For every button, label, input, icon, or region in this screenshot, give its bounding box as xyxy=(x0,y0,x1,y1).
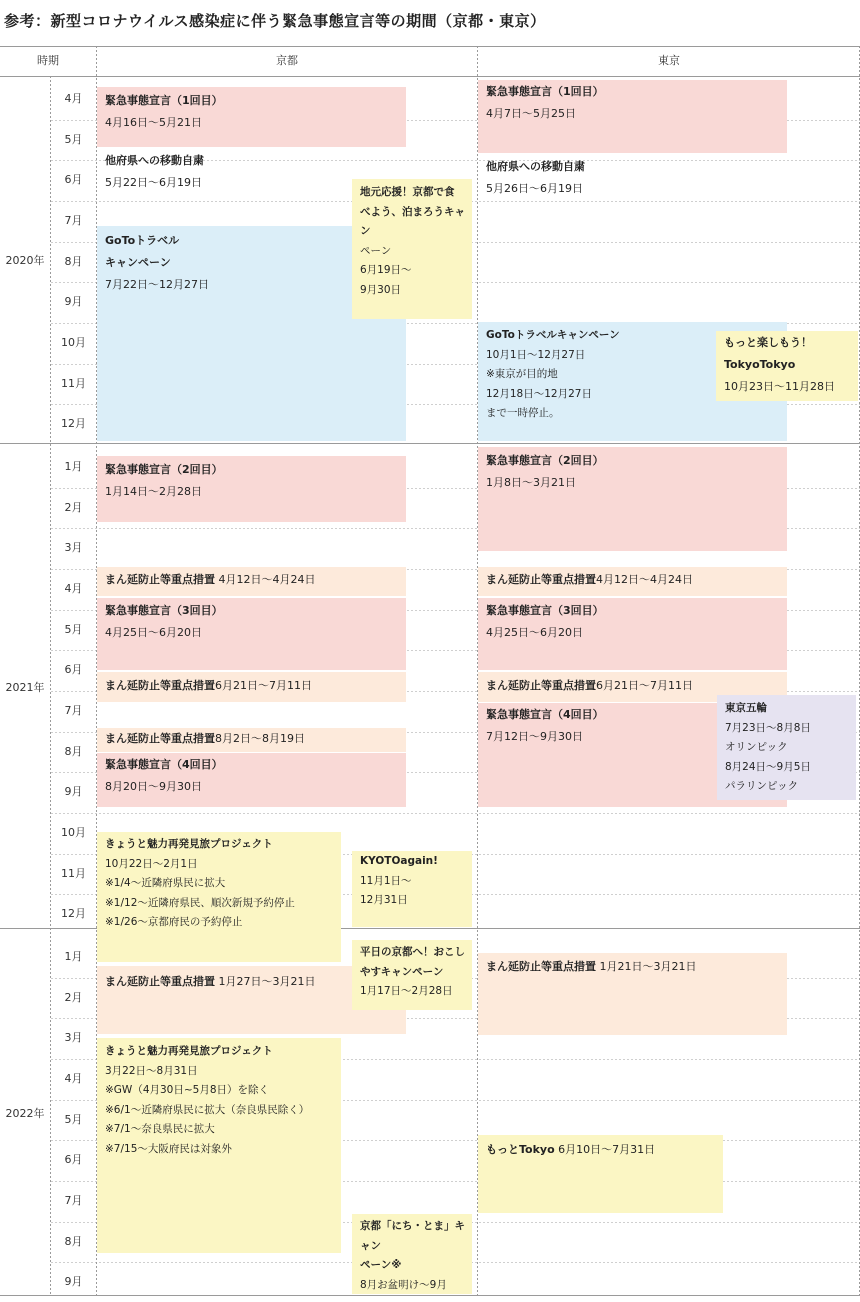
kyoto-goto-dates: 7月22日～12月27日 xyxy=(105,278,209,291)
kyoto-mb1-title: まん延防止等重点措置 xyxy=(105,573,215,586)
kyoto-se1-title: 緊急事態宣言（1回目） xyxy=(105,94,223,107)
tokyo-se3-title: 緊急事態宣言（3回目） xyxy=(486,604,604,617)
tokyo-olympics-title: 東京五輪 xyxy=(725,702,767,714)
kyoto-heijitsu-campaign xyxy=(352,940,472,1010)
kyoto-local-title3: ペーン xyxy=(360,244,392,257)
tokyo-mb2-title: まん延防止等重点措置 xyxy=(486,679,596,692)
tokyo-priority-1 xyxy=(478,567,787,596)
kyoto-emergency-2 xyxy=(97,456,406,522)
month-label: 9月 xyxy=(64,295,83,308)
month-label: 7月 xyxy=(64,704,83,717)
tokyo-restraint-title: 他府県への移動自粛 xyxy=(486,160,585,173)
kyoto-local-title2: べよう、泊まろうキャン xyxy=(360,205,465,237)
year-2020: 2020年 xyxy=(5,254,45,267)
kyoto-nichitoma-title2: ペーン※ xyxy=(360,1259,402,1271)
kyoto-miryoku2-title: きょうと魅力再発見旅プロジェクト xyxy=(105,1045,273,1057)
tokyo-tanoshimou-title1: もっと楽しもう！ xyxy=(724,336,812,349)
kyoto-nichitoma-campaign xyxy=(352,1214,472,1294)
tokyo-olympics-l2: オリンピック xyxy=(725,741,788,753)
kyoto-miryoku-project-1 xyxy=(97,832,341,962)
header-tokyo: 東京 xyxy=(658,54,680,67)
month-label: 2月 xyxy=(64,991,83,1004)
kyoto-miryoku1-l1: 10月22日～2月1日 xyxy=(105,857,198,870)
month-label: 4月 xyxy=(64,92,83,105)
month-label: 11月 xyxy=(61,867,86,880)
month-label: 6月 xyxy=(64,173,83,186)
tokyo-goto-l2: ※東京が目的地 xyxy=(486,368,558,380)
kyoto-se2-dates: 1月14日～2月28日 xyxy=(105,485,202,498)
header-period: 時期 xyxy=(37,54,59,67)
kyoto-local-title1: 地元応援！京都で食 xyxy=(360,186,455,198)
month-label: 12月 xyxy=(61,907,86,920)
month-label: 6月 xyxy=(64,663,83,676)
tokyo-se4-dates: 7月12日～9月30日 xyxy=(486,730,583,743)
month-label: 12月 xyxy=(61,417,86,430)
kyoto-se3-dates: 4月25日～6月20日 xyxy=(105,626,202,639)
kyoto-goto-title2: キャンペーン xyxy=(105,256,171,269)
kyoto-miryoku-project-2 xyxy=(97,1038,341,1253)
tokyo-mb1-title: まん延防止等重点措置 xyxy=(486,573,596,586)
kyoto-emergency-3 xyxy=(97,598,406,670)
month-label: 1月 xyxy=(64,460,83,473)
tokyo-se2-dates: 1月8日～3月21日 xyxy=(486,476,576,489)
kyoto-mb3-title: まん延防止等重点措置 xyxy=(105,732,215,745)
kyoto-heijitsu-dates: 1月17日～2月28日 xyxy=(360,985,453,997)
kyoto-emergency-4 xyxy=(97,753,406,807)
page-title: 参考：新型コロナウイルス感染症に伴う緊急事態宣言等の期間（京都・東京） xyxy=(4,12,546,30)
kyoto-miryoku2-l4: ※7/1～奈良県民に拡大 xyxy=(105,1123,215,1135)
kyoto-priority-3 xyxy=(97,728,406,752)
tokyo-se2-title: 緊急事態宣言（2回目） xyxy=(486,454,604,467)
tokyo-motto-title: もっとTokyo xyxy=(486,1143,555,1156)
kyoto-se2-title: 緊急事態宣言（2回目） xyxy=(105,463,223,476)
tokyo-emergency-1 xyxy=(478,80,787,153)
tokyo-se1-title: 緊急事態宣言（1回目） xyxy=(486,85,604,98)
tokyo-mb3-dates: 1月21日～3月21日 xyxy=(596,960,697,973)
month-label: 3月 xyxy=(64,1031,83,1044)
month-label: 4月 xyxy=(64,582,83,595)
year-2021: 2021年 xyxy=(5,681,45,694)
kyoto-mb3-dates: 8月2日～8月19日 xyxy=(215,732,305,745)
kyoto-mb1-dates: 4月12日～4月24日 xyxy=(215,573,316,586)
month-label: 5月 xyxy=(64,1113,83,1126)
month-label: 10月 xyxy=(61,826,86,839)
tokyo-se4-title: 緊急事態宣言（4回目） xyxy=(486,708,604,721)
kyoto-miryoku1-l2: ※1/4～近隣府県民に拡大 xyxy=(105,877,226,889)
kyoto-mb2-title: まん延防止等重点措置 xyxy=(105,679,215,692)
kyoto-again-title: KYOTOagain! xyxy=(360,855,438,867)
month-label: 5月 xyxy=(64,133,83,146)
kyoto-mb4-title: まん延防止等重点措置 xyxy=(105,975,215,988)
kyoto-local-dates2: 9月30日 xyxy=(360,283,402,296)
month-label: 5月 xyxy=(64,623,83,636)
tokyo-mb1-dates: 4月12日～4月24日 xyxy=(596,573,693,586)
month-label: 10月 xyxy=(61,336,86,349)
kyoto-miryoku2-l1: 3月22日～8月31日 xyxy=(105,1064,198,1077)
kyoto-restraint-title: 他府県への移動自粛 xyxy=(105,154,204,167)
kyoto-local-dates1: 6月19日～ xyxy=(360,264,412,276)
month-label: 7月 xyxy=(64,1194,83,1207)
month-label: 1月 xyxy=(64,950,83,963)
tokyo-olympics-l4: パラリンピック xyxy=(725,780,799,792)
kyoto-local-support xyxy=(352,179,472,319)
tokyo-se3-dates: 4月25日～6月20日 xyxy=(486,626,583,639)
month-label: 3月 xyxy=(64,541,83,554)
kyoto-miryoku2-l3: ※6/1～近隣府県民に拡大（奈良県民除く） xyxy=(105,1103,310,1116)
month-label: 4月 xyxy=(64,1072,83,1085)
month-label: 7月 xyxy=(64,214,83,227)
header-kyoto: 京都 xyxy=(276,54,298,67)
tokyo-olympics xyxy=(717,695,856,800)
tokyo-motto-tanoshimou xyxy=(716,331,858,401)
kyoto-miryoku1-l4: ※1/26～京都府民の予約停止 xyxy=(105,916,243,928)
kyoto-miryoku2-l5: ※7/15～大阪府民は対象外 xyxy=(105,1142,232,1155)
tokyo-tanoshimou-dates: 10月23日～11月28日 xyxy=(724,380,835,393)
kyoto-emergency-1 xyxy=(97,87,406,147)
kyoto-miryoku1-title: きょうと魅力再発見旅プロジェクト xyxy=(105,838,273,850)
tokyo-priority-3 xyxy=(478,953,787,1035)
kyoto-miryoku1-l3: ※1/12～近隣府県民、順次新規予約停止 xyxy=(105,896,295,909)
year-2022: 2022年 xyxy=(5,1107,45,1120)
tokyo-olympics-l3: 8月24日～9月5日 xyxy=(725,760,811,773)
tokyo-mb2-dates: 6月21日～7月11日 xyxy=(596,679,693,692)
kyoto-priority-2 xyxy=(97,672,406,702)
kyoto-heijitsu-title2: やすキャンペーン xyxy=(360,965,444,978)
tokyo-motto-dates: 6月10日～7月31日 xyxy=(554,1143,656,1156)
tokyo-goto-l4: まで一時停止。 xyxy=(486,407,560,419)
kyoto-heijitsu-title1: 平日の京都へ！おこし xyxy=(360,946,465,958)
kyoto-se3-title: 緊急事態宣言（3回目） xyxy=(105,604,223,617)
tokyo-se1-dates: 4月7日～5月25日 xyxy=(486,107,576,120)
tokyo-goto-title: GoToトラベルキャンペーン xyxy=(486,329,620,341)
kyoto-mb4-dates: 1月27日～3月21日 xyxy=(215,975,316,988)
month-label: 2月 xyxy=(64,501,83,514)
tokyo-goto-l1: 10月1日～12月27日 xyxy=(486,348,586,361)
kyoto-again-d1: 11月1日～ xyxy=(360,874,412,887)
kyoto-again xyxy=(352,851,472,927)
tokyo-emergency-3 xyxy=(478,598,787,670)
kyoto-miryoku2-l2: ※GW（4月30日~5月8日）を除く xyxy=(105,1084,270,1096)
month-label: 8月 xyxy=(64,1235,83,1248)
tokyo-mb3-title: まん延防止等重点措置 xyxy=(486,960,596,973)
month-label: 9月 xyxy=(64,785,83,798)
tokyo-motto-tokyo xyxy=(478,1135,723,1213)
month-label: 9月 xyxy=(64,1275,83,1288)
tokyo-emergency-2 xyxy=(478,447,787,551)
tokyo-olympics-l1: 7月23日～8月8日 xyxy=(725,721,811,734)
kyoto-nichitoma-dates: 8月お盆明け～9月 xyxy=(360,1278,447,1291)
kyoto-mb2-dates: 6月21日～7月11日 xyxy=(215,679,312,692)
kyoto-travel-restraint xyxy=(97,149,347,197)
kyoto-goto-title1: GoToトラベル xyxy=(105,234,180,247)
kyoto-nichitoma-title1: 京都「にち・とま」キャン xyxy=(360,1220,465,1252)
kyoto-restraint-dates: 5月22日～6月19日 xyxy=(105,176,202,189)
tokyo-goto-l3: 12月18日～12月27日 xyxy=(486,387,592,400)
kyoto-priority-1 xyxy=(97,567,406,596)
month-label: 8月 xyxy=(64,255,83,268)
tokyo-restraint-dates: 5月26日～6月19日 xyxy=(486,182,583,195)
kyoto-again-d2: 12月31日 xyxy=(360,894,408,906)
month-label: 8月 xyxy=(64,745,83,758)
kyoto-se4-dates: 8月20日～9月30日 xyxy=(105,780,202,793)
month-label: 11月 xyxy=(61,377,86,390)
month-label: 6月 xyxy=(64,1153,83,1166)
kyoto-se1-dates: 4月16日～5月21日 xyxy=(105,116,202,129)
tokyo-travel-restraint xyxy=(478,155,787,201)
tokyo-tanoshimou-title2: TokyoTokyo xyxy=(724,358,796,371)
kyoto-se4-title: 緊急事態宣言（4回目） xyxy=(105,758,223,771)
